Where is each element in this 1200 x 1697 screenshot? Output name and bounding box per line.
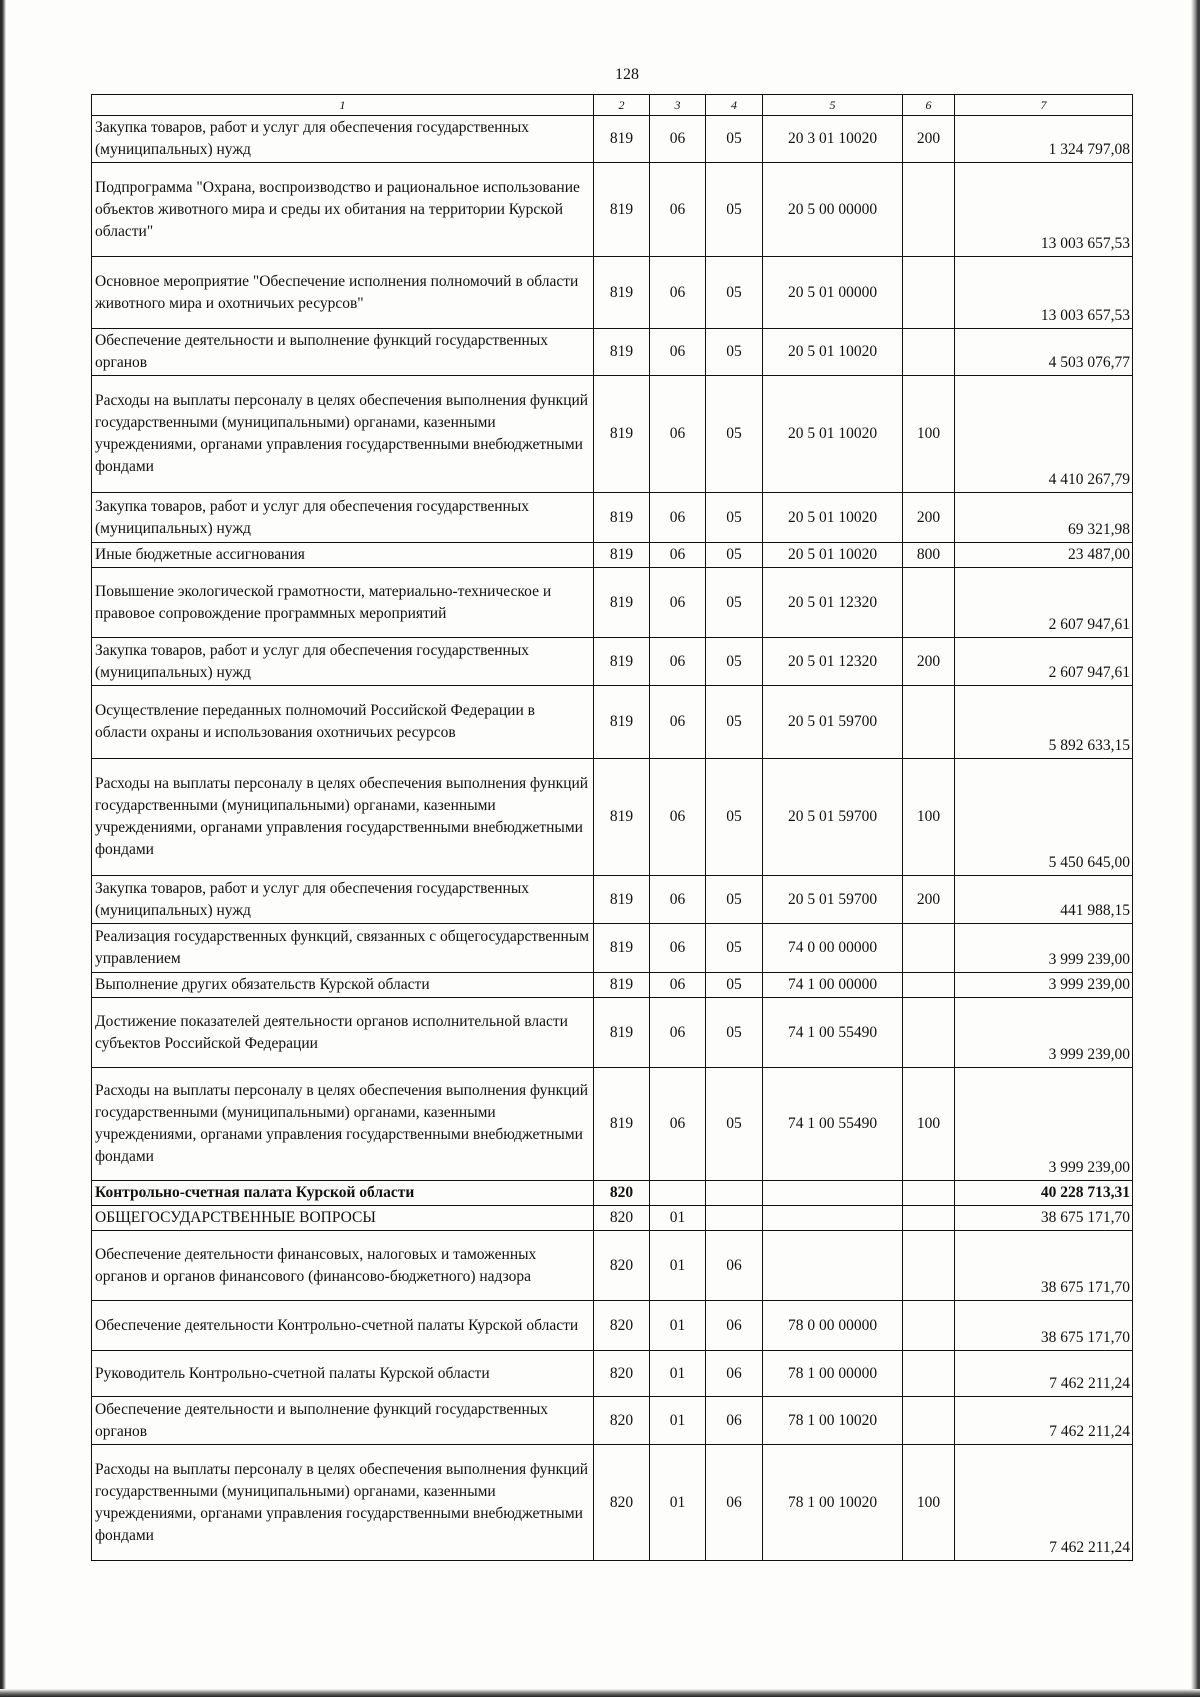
expense-type-code — [903, 163, 955, 257]
target-article-code: 74 1 00 00000 — [763, 973, 903, 998]
section-code: 06 — [650, 638, 706, 686]
target-article-code: 20 5 01 59700 — [763, 759, 903, 876]
ministry-code: 819 — [594, 543, 650, 568]
section-code: 06 — [650, 759, 706, 876]
ministry-code: 819 — [594, 493, 650, 543]
table-row — [92, 924, 1133, 973]
subsection-code: 05 — [706, 163, 763, 257]
amount: 40 228 713,31 — [955, 1181, 1133, 1206]
expense-type-code — [903, 1231, 955, 1301]
expense-type-code — [903, 1301, 955, 1351]
subsection-code: 06 — [706, 1301, 763, 1351]
expense-type-code — [903, 686, 955, 759]
amount: 7 462 211,24 — [955, 1445, 1133, 1561]
row-name: ОБЩЕГОСУДАРСТВЕННЫЕ ВОПРОСЫ — [92, 1206, 594, 1231]
column-number: 3 — [650, 95, 706, 116]
amount: 2 607 947,61 — [955, 638, 1133, 686]
target-article-code: 78 1 00 00000 — [763, 1351, 903, 1397]
table-row — [92, 1181, 1133, 1206]
section-code: 01 — [650, 1206, 706, 1231]
section-code: 06 — [650, 686, 706, 759]
table-row — [92, 1301, 1133, 1351]
expense-type-code: 200 — [903, 876, 955, 924]
subsection-code: 05 — [706, 116, 763, 163]
row-name: Расходы на выплаты персоналу в целях обеспечения выполнения функций государственными (муниципальными) органами, казенными учреждениями, органами управления государственными внебюджетными фондами — [92, 1068, 594, 1181]
ministry-code: 819 — [594, 759, 650, 876]
target-article-code: 20 5 01 12320 — [763, 568, 903, 638]
target-article-code: 74 1 00 55490 — [763, 998, 903, 1068]
table-row — [92, 116, 1133, 163]
section-code: 06 — [650, 543, 706, 568]
ministry-code: 819 — [594, 1068, 650, 1181]
amount: 23 487,00 — [955, 543, 1133, 568]
target-article-code: 20 5 01 12320 — [763, 638, 903, 686]
expense-type-code: 100 — [903, 376, 955, 493]
expense-type-code — [903, 257, 955, 329]
table-row — [92, 973, 1133, 998]
table-row — [92, 1068, 1133, 1181]
ministry-code: 819 — [594, 924, 650, 973]
subsection-code: 05 — [706, 924, 763, 973]
amount: 7 462 211,24 — [955, 1351, 1133, 1397]
ministry-code: 819 — [594, 998, 650, 1068]
table-row — [92, 638, 1133, 686]
row-name: Основное мероприятие "Обеспечение исполнения полномочий в области животного мира и охотничьих ресурсов" — [92, 257, 594, 329]
subsection-code: 05 — [706, 1068, 763, 1181]
table-row — [92, 376, 1133, 493]
subsection-code: 05 — [706, 998, 763, 1068]
amount: 4 410 267,79 — [955, 376, 1133, 493]
subsection-code: 05 — [706, 686, 763, 759]
row-name: Подпрограмма "Охрана, воспроизводство и рациональное использование объектов животного мира и среды их обитания на территории Курской области" — [92, 163, 594, 257]
target-article-code: 20 3 01 10020 — [763, 116, 903, 163]
amount: 3 999 239,00 — [955, 998, 1133, 1068]
ministry-code: 820 — [594, 1351, 650, 1397]
target-article-code: 74 1 00 55490 — [763, 1068, 903, 1181]
ministry-code: 819 — [594, 376, 650, 493]
expense-type-code: 100 — [903, 1445, 955, 1561]
expense-type-code: 200 — [903, 493, 955, 543]
expense-type-code — [903, 1351, 955, 1397]
section-code — [650, 1181, 706, 1206]
table-row — [92, 257, 1133, 329]
row-name: Закупка товаров, работ и услуг для обеспечения государственных (муниципальных) нужд — [92, 876, 594, 924]
row-name: Осуществление переданных полномочий Российской Федерации в области охраны и использования охотничьих ресурсов — [92, 686, 594, 759]
subsection-code — [706, 1206, 763, 1231]
amount: 69 321,98 — [955, 493, 1133, 543]
ministry-code: 820 — [594, 1231, 650, 1301]
row-name: Реализация государственных функций, связанных с общегосударственным управлением — [92, 924, 594, 973]
table-row — [92, 876, 1133, 924]
subsection-code — [706, 1181, 763, 1206]
ministry-code: 820 — [594, 1301, 650, 1351]
expense-type-code: 800 — [903, 543, 955, 568]
budget-table — [91, 94, 1133, 1561]
ministry-code: 819 — [594, 257, 650, 329]
expense-type-code — [903, 973, 955, 998]
target-article-code: 20 5 01 00000 — [763, 257, 903, 329]
row-name: Расходы на выплаты персоналу в целях обеспечения выполнения функций государственными (муниципальными) органами, казенными учреждениями, органами управления государственными внебюджетными фондами — [92, 759, 594, 876]
ministry-code: 819 — [594, 876, 650, 924]
row-name: Обеспечение деятельности Контрольно-счетной палаты Курской области — [92, 1301, 594, 1351]
row-name: Расходы на выплаты персоналу в целях обеспечения выполнения функций государственными (муниципальными) органами, казенными учреждениями, органами управления государственными внебюджетными фондами — [92, 1445, 594, 1561]
table-body — [92, 116, 1133, 1561]
subsection-code: 05 — [706, 493, 763, 543]
amount: 3 999 239,00 — [955, 924, 1133, 973]
row-name: Обеспечение деятельности и выполнение функций государственных органов — [92, 329, 594, 376]
expense-type-code — [903, 998, 955, 1068]
ministry-code: 820 — [594, 1397, 650, 1445]
section-code: 01 — [650, 1301, 706, 1351]
section-code: 01 — [650, 1351, 706, 1397]
amount: 5 450 645,00 — [955, 759, 1133, 876]
expense-type-code — [903, 568, 955, 638]
row-name: Выполнение других обязательств Курской области — [92, 973, 594, 998]
amount: 38 675 171,70 — [955, 1231, 1133, 1301]
row-name: Иные бюджетные ассигнования — [92, 543, 594, 568]
subsection-code: 05 — [706, 973, 763, 998]
row-name: Расходы на выплаты персоналу в целях обеспечения выполнения функций государственными (муниципальными) органами, казенными учреждениями, органами управления государственными внебюджетными фондами — [92, 376, 594, 493]
amount: 38 675 171,70 — [955, 1206, 1133, 1231]
target-article-code: 20 5 01 10020 — [763, 493, 903, 543]
amount: 2 607 947,61 — [955, 568, 1133, 638]
section-code: 06 — [650, 924, 706, 973]
column-number: 4 — [706, 95, 763, 116]
subsection-code: 05 — [706, 876, 763, 924]
target-article-code: 78 1 00 10020 — [763, 1397, 903, 1445]
table-row — [92, 686, 1133, 759]
table-row — [92, 543, 1133, 568]
subsection-code: 06 — [706, 1445, 763, 1561]
subsection-code: 05 — [706, 376, 763, 493]
table-row — [92, 1397, 1133, 1445]
section-code: 06 — [650, 376, 706, 493]
column-number-row — [92, 95, 1133, 116]
expense-type-code — [903, 329, 955, 376]
row-name: Руководитель Контрольно-счетной палаты Курской области — [92, 1351, 594, 1397]
subsection-code: 05 — [706, 543, 763, 568]
expense-type-code — [903, 1206, 955, 1231]
ministry-code: 820 — [594, 1445, 650, 1561]
expense-type-code: 200 — [903, 638, 955, 686]
section-code: 06 — [650, 493, 706, 543]
amount: 3 999 239,00 — [955, 973, 1133, 998]
column-number: 6 — [903, 95, 955, 116]
expense-type-code: 200 — [903, 116, 955, 163]
section-code: 06 — [650, 998, 706, 1068]
subsection-code: 05 — [706, 638, 763, 686]
amount: 441 988,15 — [955, 876, 1133, 924]
target-article-code: 20 5 01 59700 — [763, 686, 903, 759]
ministry-code: 819 — [594, 638, 650, 686]
ministry-code: 820 — [594, 1181, 650, 1206]
section-code: 06 — [650, 876, 706, 924]
ministry-code: 819 — [594, 329, 650, 376]
ministry-code: 819 — [594, 686, 650, 759]
row-name: Обеспечение деятельности и выполнение функций государственных органов — [92, 1397, 594, 1445]
ministry-code: 820 — [594, 1206, 650, 1231]
row-name: Контрольно-счетная палата Курской области — [92, 1181, 594, 1206]
ministry-code: 819 — [594, 568, 650, 638]
row-name: Достижение показателей деятельности органов исполнительной власти субъектов Российской Федерации — [92, 998, 594, 1068]
table-row — [92, 1445, 1133, 1561]
expense-type-code: 100 — [903, 1068, 955, 1181]
target-article-code: 20 5 01 59700 — [763, 876, 903, 924]
target-article-code: 78 0 00 00000 — [763, 1301, 903, 1351]
target-article-code: 20 5 00 00000 — [763, 163, 903, 257]
scan-right-edge — [1191, 0, 1200, 1697]
section-code: 06 — [650, 329, 706, 376]
section-code: 01 — [650, 1231, 706, 1301]
section-code: 06 — [650, 973, 706, 998]
section-code: 01 — [650, 1397, 706, 1445]
row-name: Закупка товаров, работ и услуг для обеспечения государственных (муниципальных) нужд — [92, 116, 594, 163]
row-name: Закупка товаров, работ и услуг для обеспечения государственных (муниципальных) нужд — [92, 638, 594, 686]
subsection-code: 06 — [706, 1351, 763, 1397]
subsection-code: 06 — [706, 1397, 763, 1445]
amount: 5 892 633,15 — [955, 686, 1133, 759]
column-number: 2 — [594, 95, 650, 116]
subsection-code: 05 — [706, 759, 763, 876]
target-article-code: 74 0 00 00000 — [763, 924, 903, 973]
section-code: 06 — [650, 257, 706, 329]
table-row — [92, 1231, 1133, 1301]
amount: 13 003 657,53 — [955, 163, 1133, 257]
section-code: 06 — [650, 116, 706, 163]
subsection-code: 05 — [706, 568, 763, 638]
column-number: 7 — [955, 95, 1133, 116]
table-row — [92, 759, 1133, 876]
expense-type-code — [903, 1397, 955, 1445]
scan-bottom-edge — [0, 1689, 1200, 1697]
ministry-code: 819 — [594, 973, 650, 998]
subsection-code: 05 — [706, 257, 763, 329]
amount: 38 675 171,70 — [955, 1301, 1133, 1351]
section-code: 06 — [650, 1068, 706, 1181]
target-article-code — [763, 1206, 903, 1231]
table-row — [92, 568, 1133, 638]
target-article-code: 20 5 01 10020 — [763, 543, 903, 568]
target-article-code: 20 5 01 10020 — [763, 329, 903, 376]
amount: 13 003 657,53 — [955, 257, 1133, 329]
column-number: 1 — [92, 95, 594, 116]
expense-type-code: 100 — [903, 759, 955, 876]
expense-type-code — [903, 1181, 955, 1206]
amount: 7 462 211,24 — [955, 1397, 1133, 1445]
target-article-code — [763, 1231, 903, 1301]
row-name: Повышение экологической грамотности, материально-техническое и правовое сопровождение программных мероприятий — [92, 568, 594, 638]
scan-left-edge — [0, 0, 6, 1697]
subsection-code: 05 — [706, 329, 763, 376]
amount: 3 999 239,00 — [955, 1068, 1133, 1181]
section-code: 01 — [650, 1445, 706, 1561]
column-number: 5 — [763, 95, 903, 116]
table-row — [92, 998, 1133, 1068]
target-article-code: 20 5 01 10020 — [763, 376, 903, 493]
amount: 4 503 076,77 — [955, 329, 1133, 376]
section-code: 06 — [650, 568, 706, 638]
table-row — [92, 329, 1133, 376]
subsection-code: 06 — [706, 1231, 763, 1301]
ministry-code: 819 — [594, 116, 650, 163]
row-name: Обеспечение деятельности финансовых, налоговых и таможенных органов и органов финансового (финансово-бюджетного) надзора — [92, 1231, 594, 1301]
row-name: Закупка товаров, работ и услуг для обеспечения государственных (муниципальных) нужд — [92, 493, 594, 543]
table-row — [92, 493, 1133, 543]
table-row — [92, 1351, 1133, 1397]
amount: 1 324 797,08 — [955, 116, 1133, 163]
target-article-code: 78 1 00 10020 — [763, 1445, 903, 1561]
ministry-code: 819 — [594, 163, 650, 257]
page-number: 128 — [615, 66, 639, 83]
section-code: 06 — [650, 163, 706, 257]
target-article-code — [763, 1181, 903, 1206]
table-row — [92, 163, 1133, 257]
table-row — [92, 1206, 1133, 1231]
expense-type-code — [903, 924, 955, 973]
